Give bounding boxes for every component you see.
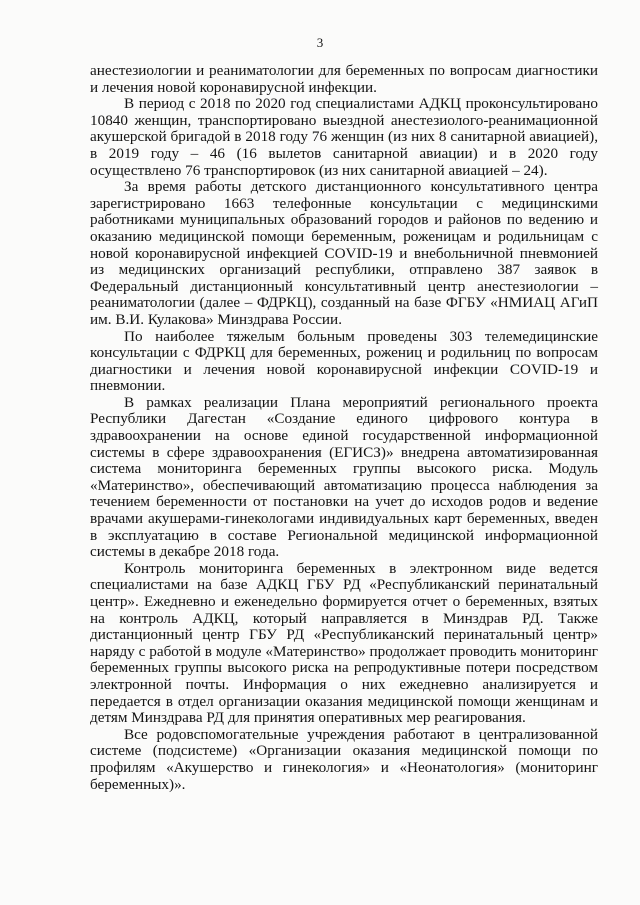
page-number: 3 <box>316 35 324 50</box>
paragraph-continuation: анестезиологии и реаниматологии для беременных по вопросам диагностики и лечения новой коронавирусной инфекции. <box>90 62 598 96</box>
paragraph-children-center: За время работы детского дистанционного консультативного центра зарегистрировано 1663 телефонные консультации с медицинскими работниками муниципальных образований городов и районов по ведению и оказанию медицинской помощи беременным, роженицам и родильницам с новой коронавирусной инфекцией COVID-19 и внебольничной пневмонией из медицинских организаций республики, отправлено 387 заявок в Федеральный дистанционный консультативный центр анестезиологии – реаниматологии (далее – ФДРКЦ), созданный на базе ФГБУ «НМИАЦ АГиП им. В.И. Кулакова» Минздрава России. <box>90 178 598 328</box>
body-text <box>90 63 598 793</box>
paragraph-centralized-system: Все родовспомогательные учреждения работают в централизованной системе (подсистеме) «Организации оказания медицинской помощи по профилям «Акушерство и гинекология» и «Неонатология» (мониторинг беременных)». <box>90 725 598 793</box>
paragraph-telemedicine: По наиболее тяжелым больным проведены 303 телемедицинские консультации с ФДРКЦ для беременных, рожениц и родильниц по вопросам диагностики и лечения новой коронавирусной инфекции COVID-19 и пневмонии. <box>90 327 598 395</box>
paragraph-egisz-project: В рамках реализации Плана мероприятий регионального проекта Республики Дагестан «Создание единого цифрового контура в здравоохранении на основе единой государственной информационной системы в сфере здравоохранения (ЕГИСЗ)» внедрена автоматизированная система мониторинга беременных группы высокого риска. Модуль «Материнство», обеспечивающий автоматизацию процесса наблюдения за течением беременности от постановки на учет до исходов родов и ведение врачами акушерами-гинекологами индивидуальных карт беременных, введен в эксплуатацию в составе Региональной медицинской информационной системы в декабре 2018 года. <box>90 393 598 561</box>
paragraph-consultations-2018-2020: В период с 2018 по 2020 год специалистами АДКЦ проконсультировано 10840 женщин, транспортировано выездной анестезиолого-реанимационной акушерской бригадой в 2018 году 76 женщин (из них 8 санитарной авиацией), в 2019 году – 46 (16 вылетов санитарной авиации) и в 2020 году осуществлено 76 транспортировок (из них санитарной авиацией – 24). <box>90 95 598 179</box>
paragraph-monitoring-control: Контроль мониторинга беременных в электронном виде ведется специалистами на базе АДКЦ ГБУ РД «Республиканский перинатальный центр». Ежедневно и еженедельно формируется отчет о беременных, взятых на контроль АДКЦ, который направляется в Минздрав РД. Также дистанционный центр ГБУ РД «Республиканский перинатальный центр» наряду с работой в модуле «Материнство» продолжает проводить мониторинг беременных группы высокого риска на репродуктивные потери посредством электронной почты. Информация о них ежедневно анализируется и передается в отдел организации оказания медицинской помощи женщинам и детям Минздрава РД для принятия оперативных мер реагирования. <box>90 559 598 727</box>
